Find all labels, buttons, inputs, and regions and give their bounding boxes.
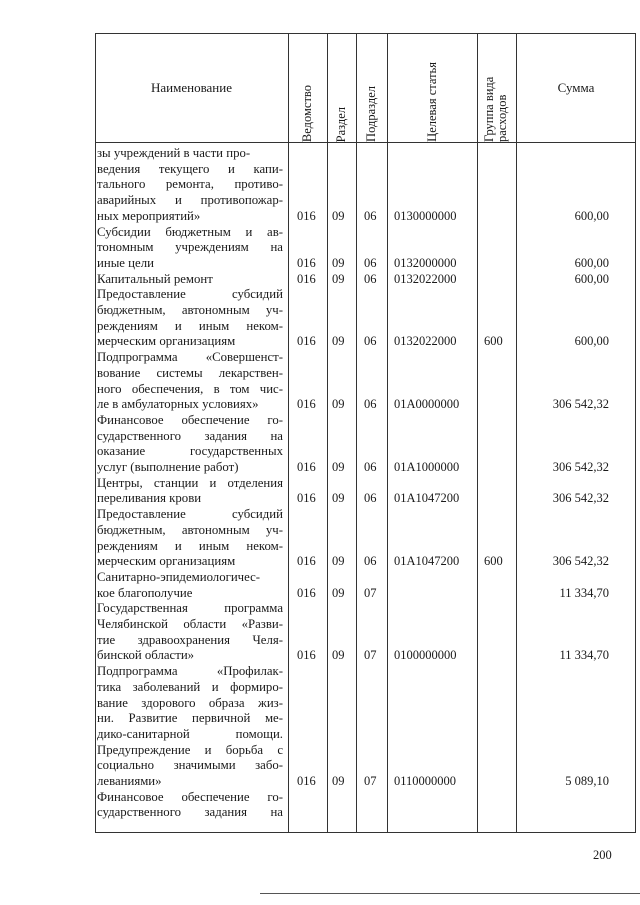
name-text-line: оказание государственных (97, 444, 283, 459)
vedomstvo-cell: 016 (297, 585, 316, 600)
name-text-line: Финансовое обеспечение го- (97, 789, 283, 804)
summa-cell: 5 089,10 (565, 774, 609, 788)
column-divider (356, 33, 357, 833)
razdel-cell: 09 (332, 397, 345, 412)
podrazdel-cell: 06 (364, 460, 377, 474)
podrazdel-cell: 06 (364, 491, 377, 506)
vedomstvo-cell: 016 (297, 334, 316, 349)
name-text-line: бюджетным, автономным уч- (97, 303, 283, 317)
column-divider (477, 33, 478, 833)
gruppa-cell: 600 (484, 554, 503, 569)
name-text-line: Подпрограмма «Совершенст- (97, 350, 283, 365)
vedomstvo-cell: 016 (297, 554, 316, 569)
name-text-line: ни. Развитие первичной ме- (97, 711, 283, 726)
name-text-line: Санитарно-эпидемиологичес- (97, 569, 261, 584)
name-text-line: сударственного задания на (97, 805, 283, 820)
footer-rule (260, 893, 640, 894)
razdel-cell: 09 (332, 774, 345, 788)
column-divider (387, 33, 388, 833)
header-celevaya-statya: Целевая статья (424, 62, 439, 142)
name-text-line: вование системы лекарствен- (97, 365, 283, 380)
podrazdel-cell: 06 (364, 271, 377, 286)
name-text-line: тие здравоохранения Челя- (97, 632, 283, 647)
vedomstvo-cell: 016 (297, 397, 316, 412)
razdel-cell: 09 (332, 554, 345, 569)
name-text-line: Челябинской области «Разви- (97, 617, 283, 631)
name-text-line: леваниями» (97, 774, 162, 788)
page-number: 200 (593, 848, 612, 862)
name-text-line: ведения текущего и капи- (97, 161, 283, 176)
summa-cell: 11 334,70 (559, 648, 609, 663)
celevaya-statya-cell: 01А1000000 (394, 460, 460, 474)
name-text-line: переливания крови (97, 491, 202, 506)
podrazdel-cell: 07 (364, 585, 377, 600)
name-text-line: ного обеспечения, в том чис- (97, 381, 283, 396)
name-text-line: мерческим организациям (97, 554, 236, 569)
podrazdel-cell: 06 (364, 255, 377, 270)
vedomstvo-cell: 016 (297, 271, 316, 286)
summa-cell: 600,00 (574, 334, 609, 349)
name-text-line: Предоставление субсидий (97, 507, 283, 522)
name-text-line: тономным учреждениям на (97, 240, 283, 255)
summa-cell: 306 542,32 (552, 397, 609, 412)
name-text-line: тика заболеваний и формиро- (97, 679, 283, 694)
name-text-line: тального ремонта, противо- (97, 177, 283, 192)
name-text-line: Субсидии бюджетным и ав- (97, 224, 283, 239)
name-text-line: социально значимыми забо- (97, 758, 283, 773)
name-text-line: иные цели (97, 255, 154, 270)
name-text-line: Предупреждение и борьба с (97, 742, 283, 757)
name-text-line: сударственного задания на (97, 428, 283, 443)
celevaya-statya-cell: 0132022000 (394, 334, 457, 349)
name-text-line: ле в амбулаторных условиях» (97, 397, 259, 412)
name-text-line: бюджетным, автономным уч- (97, 522, 283, 537)
name-text-line: аварийных и противопожар- (97, 193, 283, 208)
razdel-cell: 09 (332, 208, 345, 223)
header-name: Наименование (151, 79, 232, 95)
header-gruppa-vida-rashodov: Группа вида расходов (481, 76, 509, 142)
vedomstvo-cell: 016 (297, 648, 316, 663)
razdel-cell: 09 (332, 491, 345, 506)
summa-cell: 306 542,32 (552, 491, 609, 506)
name-text-line: реждениям и иным неком- (97, 318, 283, 333)
column-divider (327, 33, 328, 833)
celevaya-statya-cell: 0132022000 (394, 271, 457, 286)
name-text-line: услуг (выполнение работ) (97, 460, 239, 474)
vedomstvo-cell: 016 (297, 208, 316, 223)
summa-cell: 306 542,32 (552, 460, 609, 474)
razdel-cell: 09 (332, 585, 345, 600)
podrazdel-cell: 07 (364, 774, 377, 788)
razdel-cell: 09 (332, 271, 345, 286)
summa-cell: 600,00 (574, 271, 609, 286)
header-vedomstvo: Ведомство (300, 84, 314, 142)
summa-cell: 11 334,70 (559, 585, 609, 600)
vedomstvo-cell: 016 (297, 491, 316, 506)
summa-cell: 306 542,32 (552, 554, 609, 569)
name-text-line: Подпрограмма «Профилак- (97, 664, 283, 679)
razdel-cell: 09 (332, 648, 345, 663)
vedomstvo-cell: 016 (297, 460, 316, 474)
name-text-line: зы учреждений в части про- (97, 146, 251, 160)
name-text-line: бинской области» (97, 648, 195, 663)
podrazdel-cell: 06 (364, 208, 377, 223)
gruppa-cell: 600 (484, 334, 503, 349)
podrazdel-cell: 07 (364, 648, 377, 663)
summa-cell: 600,00 (574, 255, 609, 270)
name-text-line: вание здорового образа жиз- (97, 695, 283, 710)
column-divider (516, 33, 517, 833)
podrazdel-cell: 06 (364, 334, 377, 349)
name-text-line: дико-санитарной помощи. (97, 726, 283, 741)
name-text-line: реждениям и иным неком- (97, 538, 283, 553)
celevaya-statya-cell: 0130000000 (394, 208, 457, 223)
podrazdel-cell: 06 (364, 554, 377, 569)
header-podrazdel: Подраздел (364, 86, 378, 142)
summa-cell: 600,00 (574, 208, 609, 223)
name-text-line: Государственная программа (97, 601, 283, 616)
podrazdel-cell: 06 (364, 397, 377, 412)
name-text-line: кое благополучие (97, 585, 193, 600)
header-summa: Сумма (557, 79, 595, 95)
celevaya-statya-cell: 01А1047200 (394, 554, 460, 569)
name-text-line: мерческим организациям (97, 334, 236, 349)
celevaya-statya-cell: 01А0000000 (394, 397, 460, 412)
name-text-line: Центры, станции и отделения (97, 475, 283, 490)
vedomstvo-cell: 016 (297, 255, 316, 270)
celevaya-statya-cell: 01А1047200 (394, 491, 460, 506)
header-divider (95, 142, 636, 143)
name-text-line: Предоставление субсидий (97, 287, 283, 302)
razdel-cell: 09 (332, 334, 345, 349)
header-razdel: Раздел (334, 106, 348, 142)
vedomstvo-cell: 016 (297, 774, 316, 788)
celevaya-statya-cell: 0110000000 (394, 774, 457, 788)
razdel-cell: 09 (332, 255, 345, 270)
name-text-line: ных мероприятий» (97, 208, 201, 223)
name-text-line: Финансовое обеспечение го- (97, 412, 283, 427)
name-text-line: Капитальный ремонт (97, 271, 213, 286)
column-divider (288, 33, 289, 833)
celevaya-statya-cell: 0132000000 (394, 255, 457, 270)
razdel-cell: 09 (332, 460, 345, 474)
celevaya-statya-cell: 0100000000 (394, 648, 457, 663)
